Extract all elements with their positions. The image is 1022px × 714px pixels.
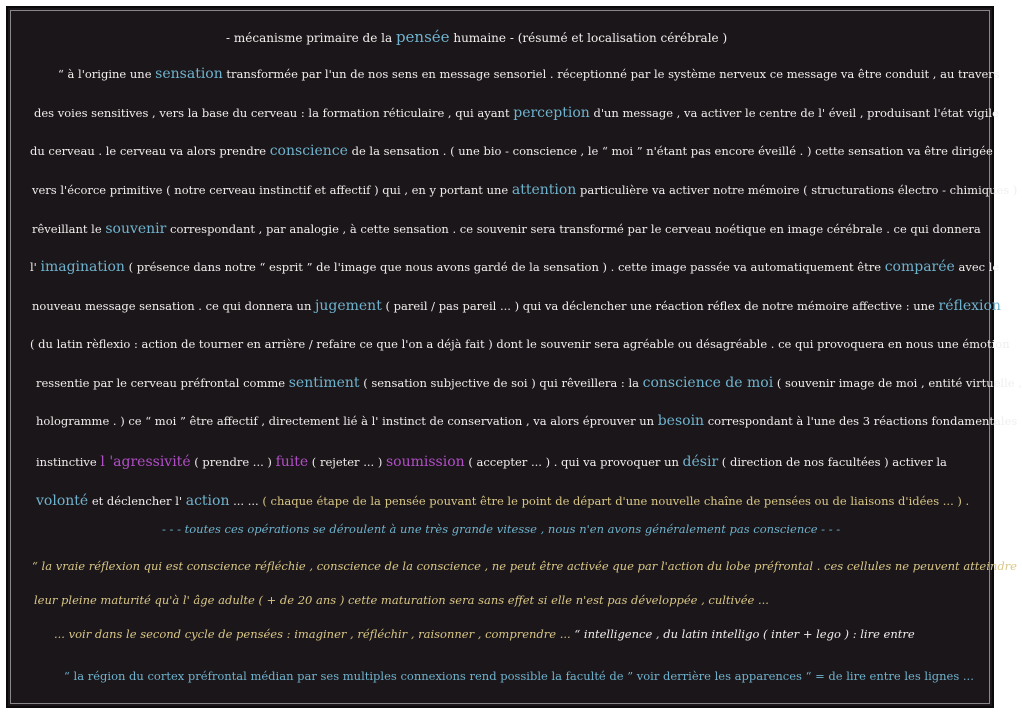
paragraph-line [32,297,1001,315]
paragraph-text: ( souvenir image de moi , entité virtuelle , [773,376,1022,390]
reaction-keyword: l 'agressivité [100,454,191,470]
paragraph-text: nouveau message sensation . ce qui donnera un [32,299,316,313]
paragraph-text: instinctive [36,455,101,469]
paragraph-text: ( pareil / pas pareil ... ) qui va déclencher une réaction réflex de notre mémoire affective : une [381,299,939,313]
keyword: action [185,493,230,509]
page-title: - mécanisme primaire de la pensée humaine - (résumé et localisation cérébrale ) [226,28,728,46]
paragraph-line [36,453,947,471]
keyword: réflexion [938,298,1001,314]
paragraph-text: vers l'écorce primitive ( notre cerveau instinctif et affectif ) qui , en y portant une [32,183,512,197]
paragraph-text: correspondant à l'une des 3 réactions fondamentales [704,414,1018,428]
paragraph-line [30,335,1010,353]
paragraph-text: correspondant , par analogie , à cette sensation . ce souvenir sera transformé par le cerveau noétique en image cérébrale . ce qui donnera [166,222,981,236]
paragraph-text: du cerveau . le cerveau va alors prendre [30,144,270,158]
keyword: attention [511,182,577,198]
keyword: perception [513,105,590,121]
keyword: sensation [155,66,223,82]
paragraph-line [58,65,1000,83]
paragraph-text: avec le [954,260,1000,274]
paragraph-line [30,142,993,160]
reaction-keyword: fuite [275,454,309,470]
keyword: imagination [40,259,125,275]
keyword: souvenir [105,221,167,237]
keyword: conscience [269,143,348,159]
paragraph-text: ( rejeter ... ) [308,455,386,469]
paragraph-line [36,412,1017,430]
paragraph-line [32,220,981,238]
keyword: désir [682,454,719,470]
paragraph-line [32,181,1017,199]
keyword: besoin [657,413,705,429]
paragraph-line [30,258,999,276]
keyword: comparée [884,259,955,275]
paragraph-line [34,104,999,122]
paragraph-text: rêveillant le [32,222,106,236]
paragraph-text: des voies sensitives , vers la base du cerveau : la formation réticulaire , qui ayant [34,106,514,120]
paragraph-text: ... ... [229,494,263,508]
paragraph-text: hologramme . ) ce “ moi ” être affectif , directement lié à l' instinct de conservation , va alors éprouver un [36,414,658,428]
keyword: jugement [315,298,382,314]
paragraph-text: d'un message , va activer le centre de l' éveil , produisant l'état vigile [589,106,999,120]
keyword: volonté [36,493,89,509]
paragraph-text: de la sensation . ( une bio - conscience , le “ moi ” n'étant pas encore éveillé . ) cette sensation va être dirigée [347,144,993,158]
note-text: ( chaque étape de la pensée pouvant être le point de départ d'une nouvelle chaîne de pensées ou de liaisons d'idées ... ) . [262,494,970,508]
paragraph-line [36,492,969,510]
paragraph-text: particulière va activer notre mémoire ( structurations électro - chimiques ) [576,183,1018,197]
paragraph-text: ( accepter ... ) . qui va provoquer un [464,455,683,469]
paragraph-text: transformée par l'un de nos sens en message sensoriel . réceptionné par le système nerveux ce message va être conduit , au travers [222,67,1000,81]
paragraph-text: ( prendre ... ) [190,455,276,469]
keyword: sentiment [288,375,360,391]
title-keyword: pensée [395,28,450,46]
voir-line: ... voir dans le second cycle de pensées : imaginer , réfléchir , raisonner , comprendre ... “ intelligence , du latin intelligo ( inter + lego ) : lire entre [54,627,915,641]
paragraph-text: ( du latin rèflexio : action de tourner en arrière / refaire ce que l'on a déjà fait ) dont le souvenir sera agréable ou désagréable . ce qui provoquera en nous une émotion [30,337,1010,351]
reaction-keyword: soumission [385,454,465,470]
paragraph-text: l' [30,260,41,274]
paragraph-text: “ à l'origine une [58,67,156,81]
paragraph-text: ( direction de nos facultées ) activer la [718,455,947,469]
paragraph-text: et déclencher l' [88,494,186,508]
keyword: conscience de moi [642,375,774,391]
dashes-line: - - - toutes ces opérations se déroulent à une très grande vitesse , nous n'en avons généralement pas conscience - - - [162,522,841,536]
paragraph-text: ressentie par le cerveau préfrontal comme [36,376,289,390]
paragraph-text: ( sensation subjective de soi ) qui rêveillera : la [359,376,643,390]
text-panel [6,6,1022,708]
quote-line-2: leur pleine maturité qu'à l' âge adulte ( + de 20 ans ) cette maturation sera sans effet si elle n'est pas développée , cultivée ... [34,593,769,607]
last-line: “ la région du cortex préfrontal médian par ses multiples connexions rend possible la faculté de ” voir derrière les apparences “ = de lire entre les lignes ... [64,669,974,683]
paragraph-text: ( présence dans notre “ esprit ” de l'image que nous avons gardé de la sensation ) . cette image passée va automatiquement être [124,260,885,274]
paragraph-line [36,374,1022,392]
quote-line-1: “ la vraie réflexion qui est conscience réfléchie , conscience de la conscience , ne peut être activée que par l'action du lobe préfrontal . ces cellules ne peuvent atteindre [32,559,1017,573]
